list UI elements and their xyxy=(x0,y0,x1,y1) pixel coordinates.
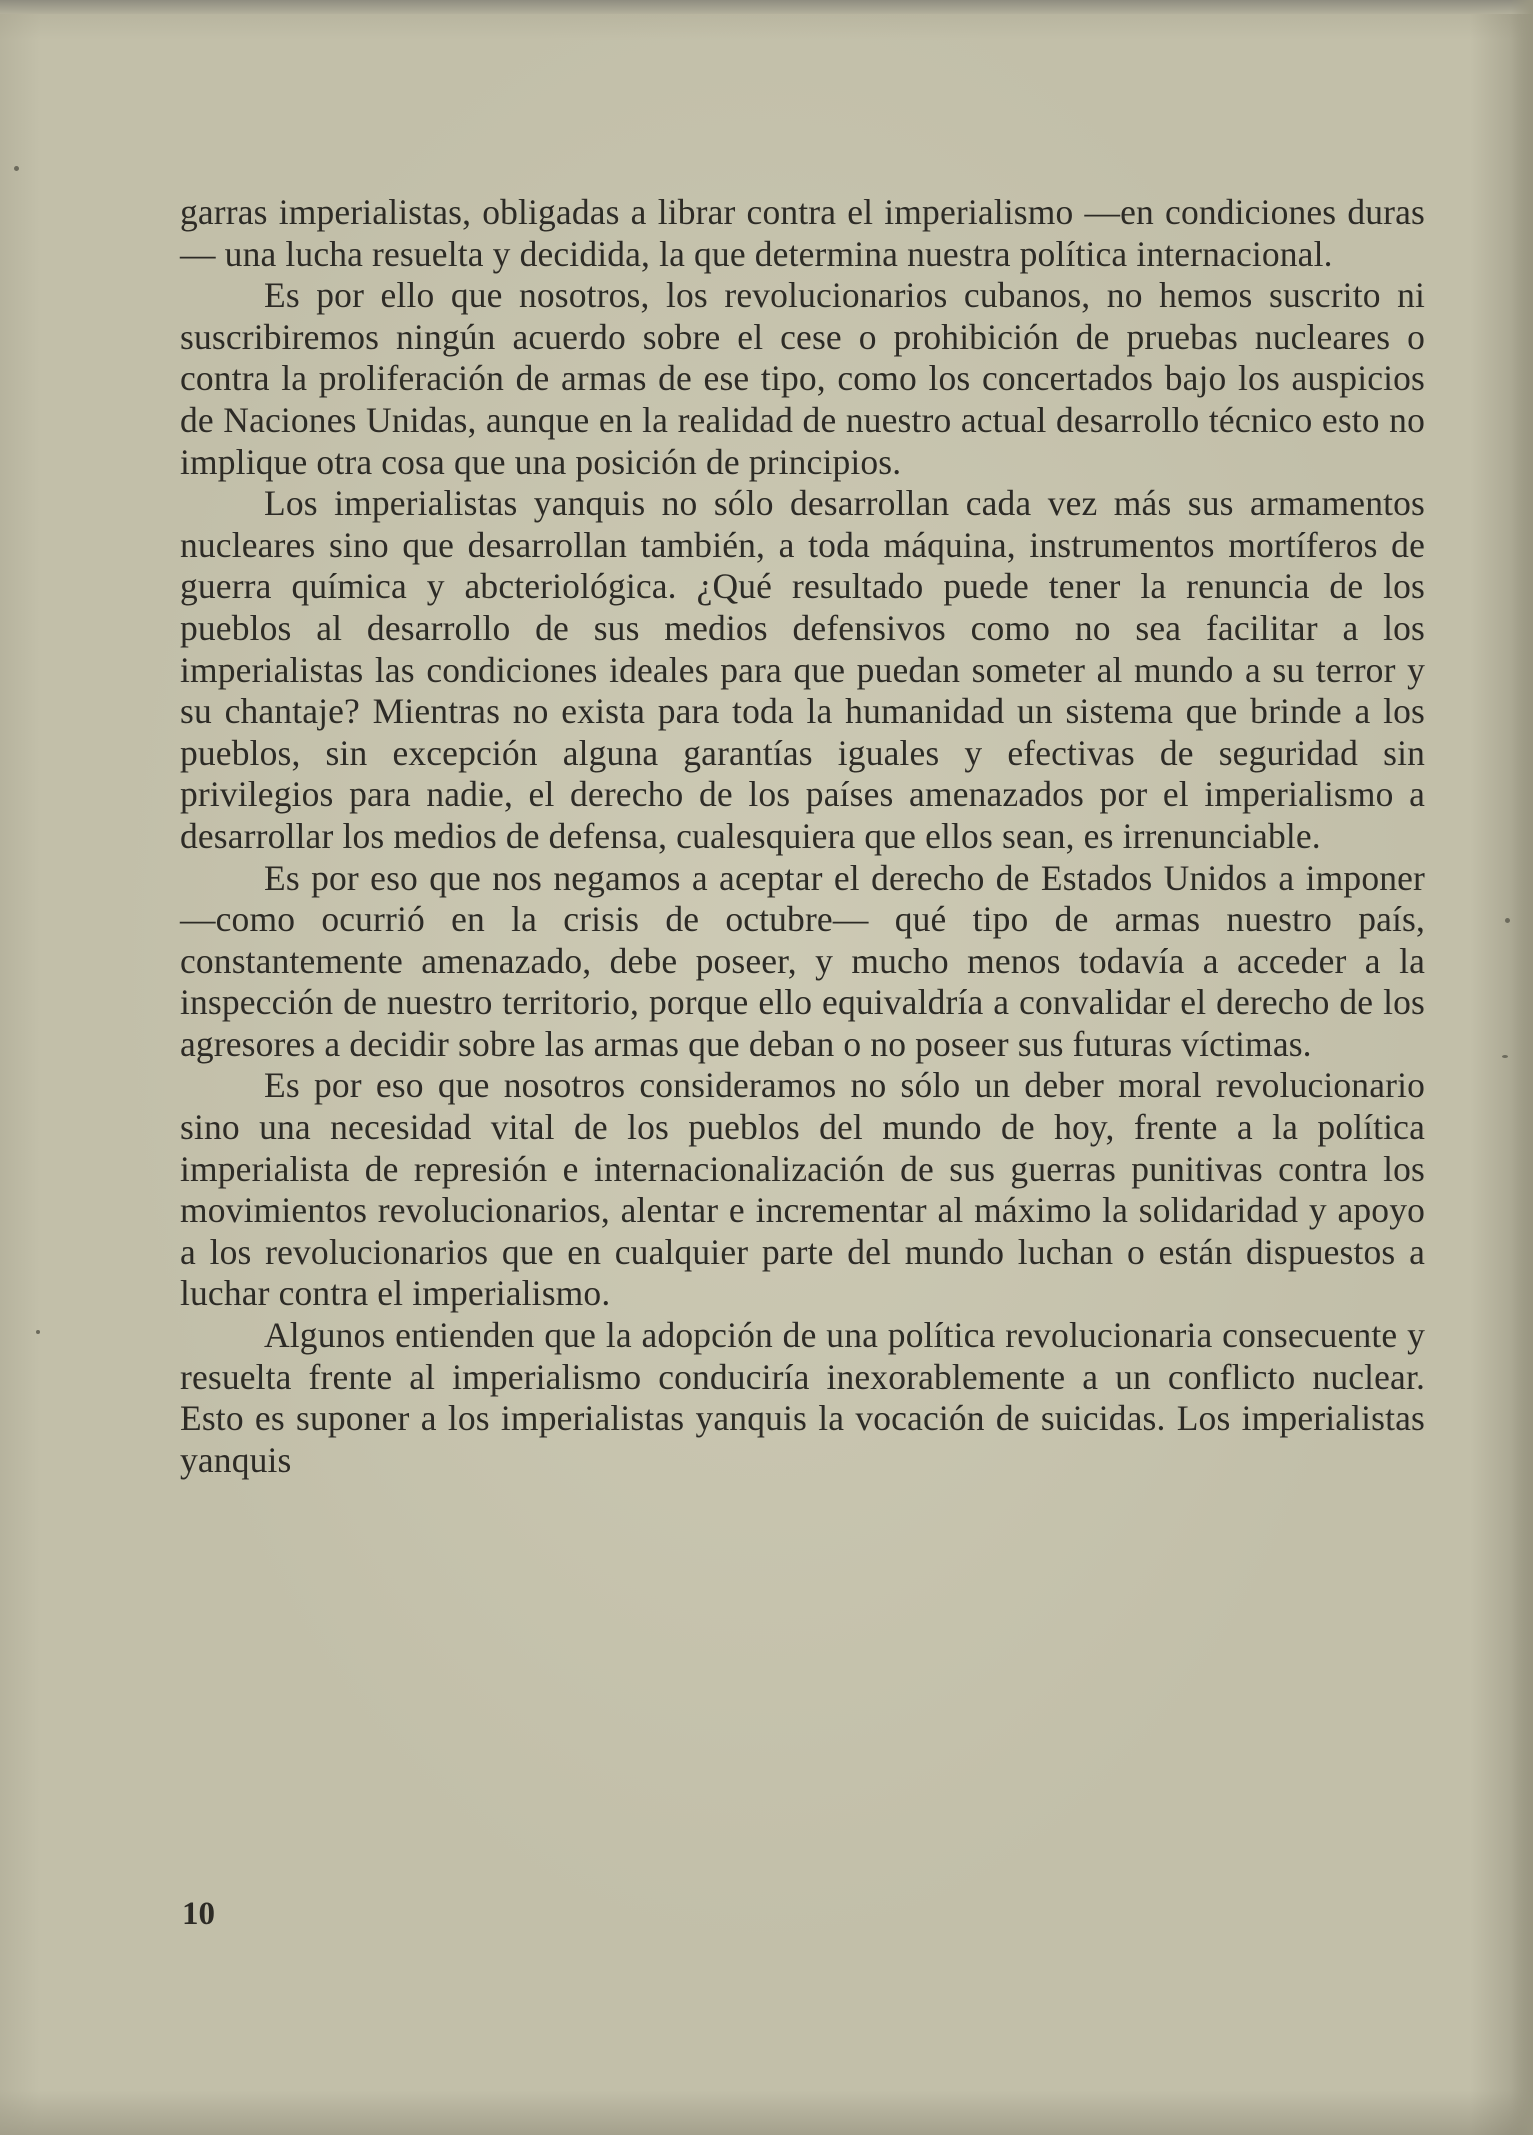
paragraph: Algunos entienden que la adopción de una política revolucionaria consecuente y resuelta frente al imperialismo conduciría inexorablemente a un conflicto nuclear. Esto es suponer a los imperialistas yanquis la vocación de suicidas. Los imperialistas yanquis xyxy=(180,1315,1425,1480)
scan-right-edge xyxy=(1511,0,1533,2135)
paragraph: Es por ello que nosotros, los revolucionarios cubanos, no hemos suscrito ni suscribiremos ningún acuerdo sobre el cese o prohibición de pruebas nucleares o contra la proliferación de armas de ese tipo, como los concertados bajo los auspicios de Naciones Unidas, aunque en la realidad de nuestro actual desarrollo técnico esto no implique otra cosa que una posición de principios. xyxy=(180,275,1425,482)
paper-speck xyxy=(36,1330,40,1334)
paper-speck xyxy=(1505,918,1510,923)
paper-speck xyxy=(1502,1055,1508,1058)
paragraph: Los imperialistas yanquis no sólo desarrollan cada vez más sus armamentos nucleares sino que desarrollan también, a toda máquina, instrumentos mortíferos de guerra química y abcteriológica. ¿Qué resultado puede tener la renuncia de los pueblos al desarrollo de sus medios defensivos como no sea facilitar a los imperialistas las condiciones ideales para que puedan someter al mundo a su terror y su chantaje? Mientras no exista para toda la humanidad un sistema que brinde a los pueblos, sin excepción alguna garantías iguales y efectivas de seguridad sin privilegios para nadie, el derecho de los países amenazados por el imperialismo a desarrollar los medios de defensa, cualesquiera que ellos sean, es irrenunciable. xyxy=(180,483,1425,856)
paragraph-continuation: garras imperialistas, obligadas a librar contra el imperialismo —en condiciones duras— una lucha resuelta y decidida, la que determina nuestra política internacional. xyxy=(180,192,1425,274)
page-number: 10 xyxy=(182,1896,215,1932)
body-text xyxy=(180,192,1425,1481)
paragraph: Es por eso que nosotros consideramos no sólo un deber moral revolucionario sino una necesidad vital de los pueblos del mundo de hoy, frente a la política imperialista de represión e internacionalización de sus guerras punitivas contra los movimientos revolucionarios, alentar e incrementar al máximo la solidaridad y apoyo a los revolucionarios que en cualquier parte del mundo luchan o están dispuestos a luchar contra el imperialismo. xyxy=(180,1065,1425,1314)
paper-speck xyxy=(14,166,19,171)
paragraph: Es por eso que nos negamos a aceptar el derecho de Estados Unidos a imponer —como ocurrió en la crisis de octubre— qué tipo de armas nuestro país, constantemente amenazado, debe poseer, y mucho menos todavía a acceder a la inspección de nuestro territorio, porque ello equivaldría a convalidar el derecho de los agresores a decidir sobre las armas que deban o no poseer sus futuras víctimas. xyxy=(180,857,1425,1064)
scan-top-edge xyxy=(0,0,1533,14)
